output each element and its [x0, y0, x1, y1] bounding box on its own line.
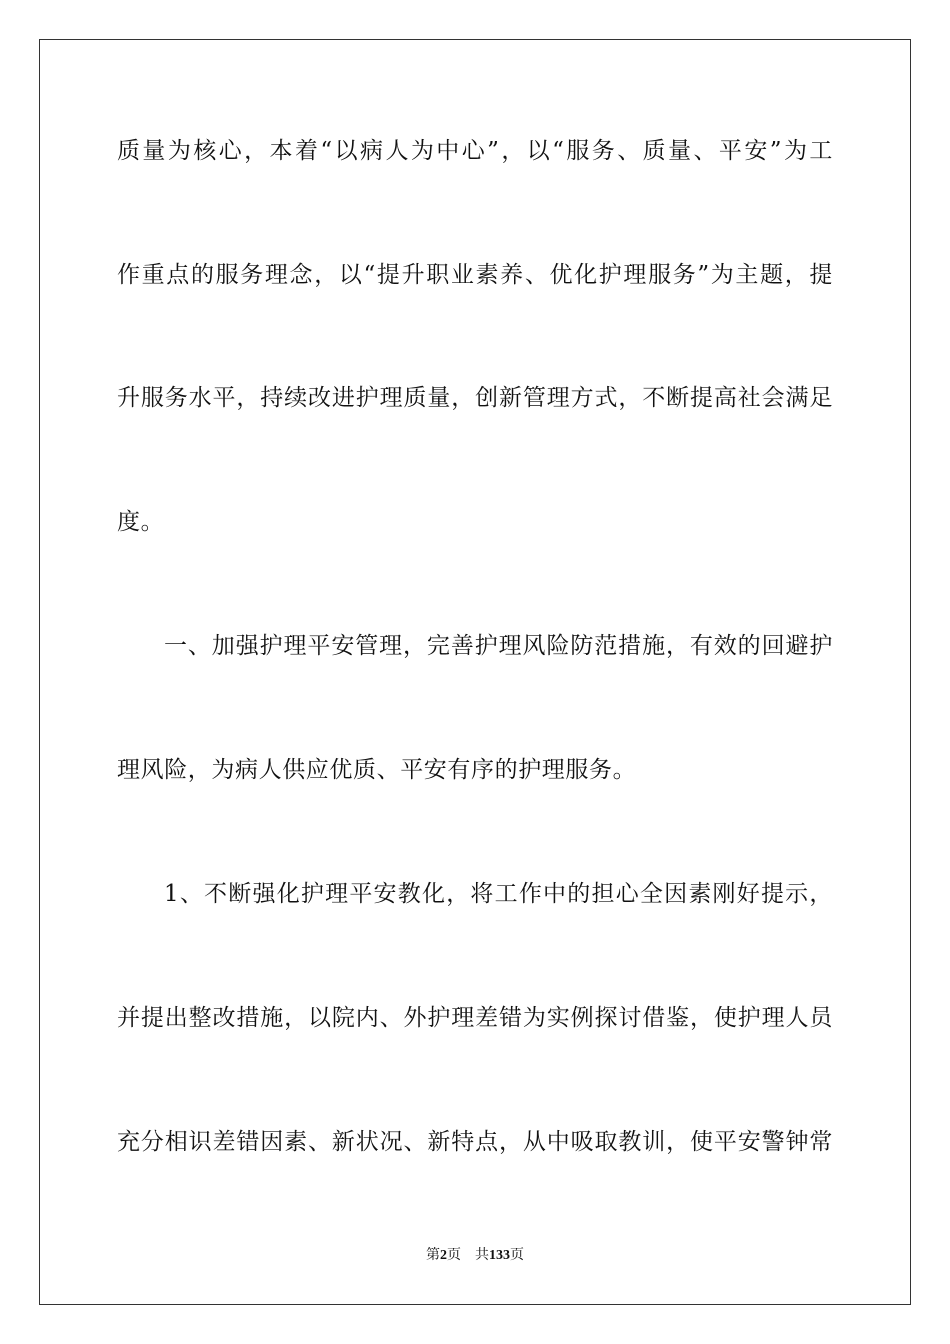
page-total: 133: [489, 1248, 510, 1263]
page-border: [39, 39, 911, 1305]
text-line-1: 质量为核心，本着“以病人为中心”，以“服务、质量、平安”为工: [117, 138, 833, 164]
text-line-4: 度。: [117, 509, 165, 535]
text-line-2: 作重点的服务理念，以“提升职业素养、优化护理服务”为主题，提: [117, 262, 833, 288]
page-number-suffix: 页: [447, 1248, 461, 1263]
page-footer: [0, 1247, 950, 1265]
text-line-9: 充分相识差错因素、新状况、新特点，从中吸取教训，使平安警钟常: [117, 1129, 833, 1155]
text-line-8: 并提出整改措施，以院内、外护理差错为实例探讨借鉴，使护理人员: [117, 1005, 833, 1031]
text-line-6: 理风险，为病人供应优质、平安有序的护理服务。: [117, 757, 637, 783]
text-line-3: 升服务水平，持续改进护理质量，创新管理方式，不断提高社会满足: [117, 385, 833, 411]
page-number-current: 2: [440, 1248, 447, 1263]
page-total-prefix: 共: [475, 1248, 489, 1263]
page-number-prefix: 第: [426, 1248, 440, 1263]
text-line-5: 一、加强护理平安管理，完善护理风险防范措施，有效的回避护: [164, 633, 833, 659]
text-line-7: 1、不断强化护理平安教化，将工作中的担心全因素刚好提示，: [164, 881, 833, 907]
page-total-suffix: 页: [510, 1248, 524, 1263]
